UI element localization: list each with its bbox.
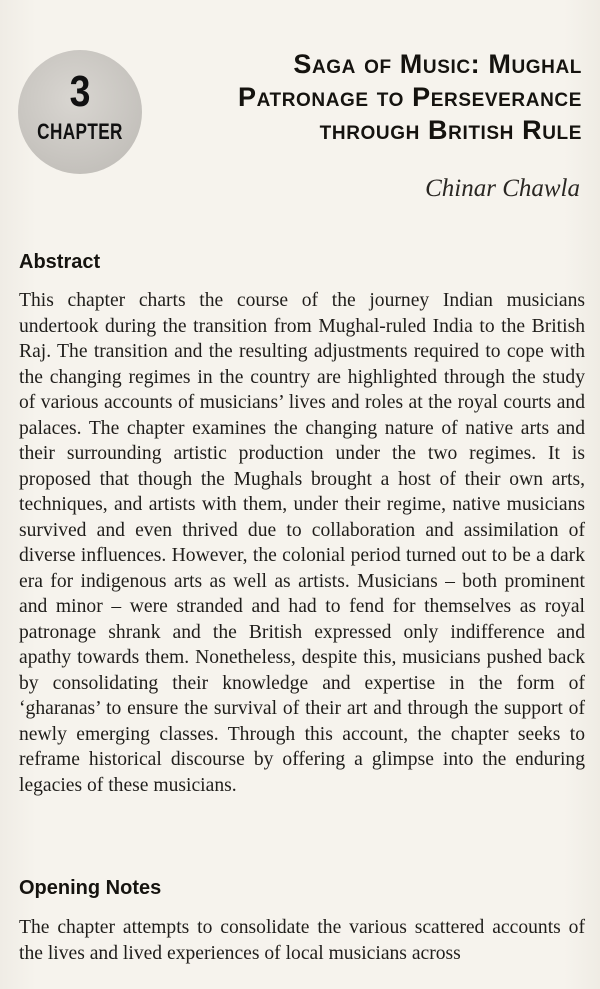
opening-notes-heading: Opening Notes <box>19 877 162 899</box>
chapter-title-line: through British Rule <box>319 115 582 145</box>
chapter-title-line: Saga of Music: Mughal <box>293 49 582 79</box>
opening-notes-text: The chapter attempts to consolidate the various scattered accounts of the lives and lived experiences of local musicians across <box>19 917 585 964</box>
chapter-label: CHAPTER <box>37 119 123 144</box>
chapter-number: 3 <box>69 67 91 116</box>
chapter-badge <box>18 50 142 174</box>
chapter-title-line: Patronage to Perseverance <box>237 82 582 112</box>
author-name: Chinar Chawla <box>425 175 580 202</box>
abstract-text: This chapter charts the course of the journey Indian musicians undertook during the transition from Mughal-ruled India to the British Raj. The transition and the resulting adjustments required to cope with the changing regimes in the country are highlighted through the study of various accounts of musicians’ lives and roles at the royal courts and palaces. The chapter examines the changing nature of native arts and their surrounding artistic production under the two regimes. It is proposed that though the Mughals brought a host of their own arts, techniques, and artists with them, under their regime, native musicians survived and even thrived due to collaboration and assimilation of diverse influences. However, the colonial period turned out to be a dark era for indigenous arts as well as artists. Musicians – both prominent and minor – were stranded and had to fend for themselves as royal patronage shrank and the British expressed only indifference and apathy towards them. Nonetheless, despite this, musicians pushed back by consolidating their knowledge and expertise in the form of ‘gharanas’ to ensure the survival of their art and through the support of newly emerging classes. Through this account, the chapter seeks to reframe historical discourse by offering a glimpse into the enduring legacies of these musicians. <box>19 290 585 796</box>
abstract-heading: Abstract <box>19 251 101 273</box>
chapter-title <box>182 48 582 147</box>
